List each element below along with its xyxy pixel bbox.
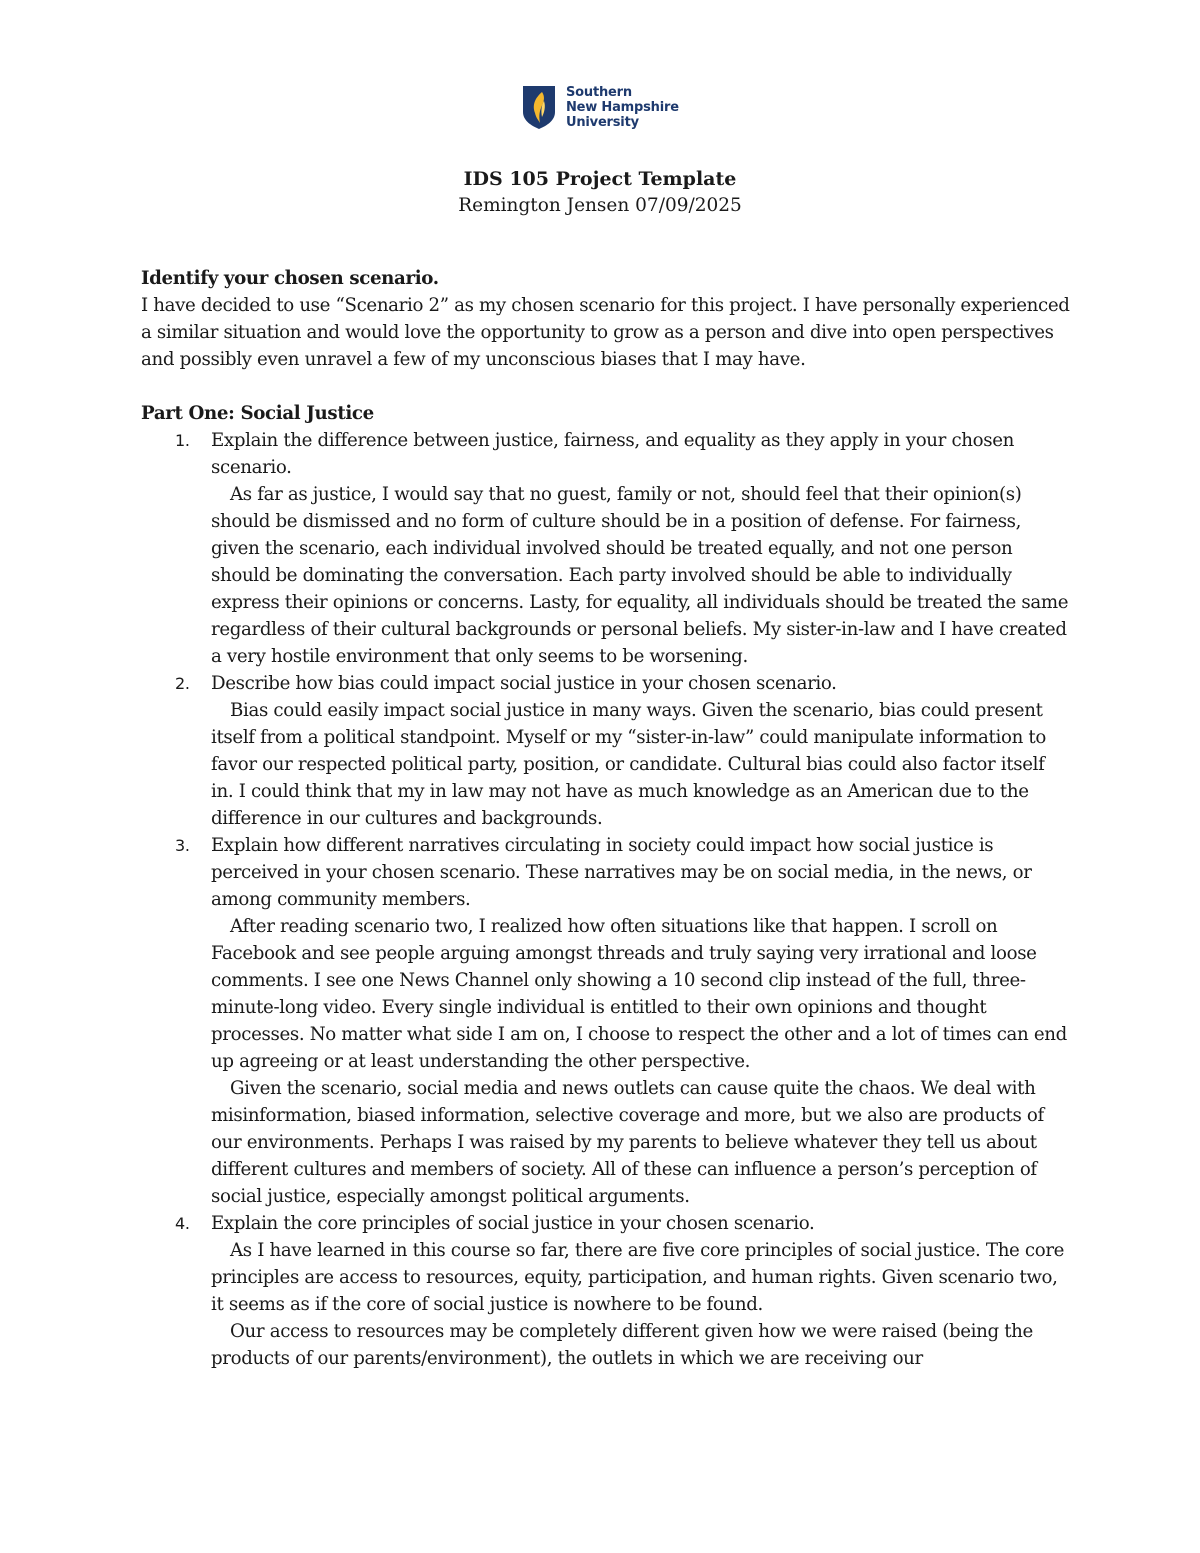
answer-paragraph: After reading scenario two, I realized how often situations like that happen. I scroll on Facebook and see people arguing amongst threads and truly saying very irrational and loose comments. I see one News Channel only showing a 10 second clip instead of the full, three-minute-long video. Every single individual is entitled to their own opinions and thought processes. No matter what side I am on, I choose to respect the other and a lot of times can end up agreeing or at least understanding the other perspective. [211,916,1067,1072]
part-one-heading: Part One: Social Justice [141,403,374,424]
scenario-paragraph: I have decided to use “Scenario 2” as my chosen scenario for this project. I have personally experienced a similar situation and would love the opportunity to grow as a person and dive into open perspectives and possibly even unravel a few of my unconscious biases that I may have. [141,295,1070,370]
answer-paragraph: As I have learned in this course so far, there are five core principles of social justice. The core principles are access to resources, equity, participation, and human rights. Given scenario two, it seems as if the core of social justice is nowhere to be found. [211,1240,1065,1315]
list-item-1 [141,427,1071,670]
list-number: 2. [175,674,190,693]
question-text: Explain the difference between justice, fairness, and equality as they apply in your chosen scenario. [211,430,1014,478]
logo-wordmark [566,85,679,130]
list-item-3 [141,832,1071,1210]
list-number: 3. [175,836,190,855]
answer-paragraph: As far as justice, I would say that no guest, family or not, should feel that their opinion(s) should be dismissed and no form of culture should be in a position of defense. For fairness, given the scenario, each individual involved should be treated equally, and not one person should be dominating the conversation. Each party involved should be able to individually express their opinions or concerns. Lasty, for equality, all individuals should be treated the same regardless of their cultural backgrounds or personal beliefs. My sister-in-law and I have created a very hostile environment that only seems to be worsening. [211,484,1069,667]
question-text: Explain the core principles of social justice in your chosen scenario. [211,1213,815,1234]
answer-paragraph: Bias could easily impact social justice in many ways. Given the scenario, bias could present itself from a political standpoint. Myself or my “sister-in-law” could manipulate information to favor our respected political party, position, or candidate. Cultural bias could also factor itself in. I could think that my in law may not have as much knowledge as an American due to the difference in our cultures and backgrounds. [211,700,1046,829]
university-logo [522,85,679,130]
answer-paragraph: Our access to resources may be completely different given how we were raised (being the products of our parents/environment), the outlets in which we are receiving our [211,1321,1033,1369]
list-number: 4. [175,1214,190,1233]
document-body [141,265,1071,1372]
answer-paragraph: Given the scenario, social media and news outlets can cause quite the chaos. We deal with misinformation, biased information, selective coverage and more, but we also are products of our environments. Perhaps I was raised by my parents to believe whatever they tell us about different cultures and members of society. All of these can influence a person’s perception of social justice, especially amongst political arguments. [211,1078,1044,1207]
question-text: Describe how bias could impact social justice in your chosen scenario. [211,673,837,694]
author-date-line: Remington Jensen 07/09/2025 [458,195,742,216]
list-item-4 [141,1210,1071,1372]
scenario-heading: Identify your chosen scenario. [141,268,439,289]
shield-flame-icon [522,85,556,130]
list-item-2 [141,670,1071,832]
logo-line-2: New Hampshire [566,100,679,115]
document-title: IDS 105 Project Template [463,168,737,190]
question-text: Explain how different narratives circulating in society could impact how social justice is perceived in your chosen scenario. These narratives may be on social media, in the news, or among community members. [211,835,1032,910]
logo-line-3: University [566,115,639,130]
spacer [141,373,1071,400]
logo-line-1: Southern [566,85,632,100]
list-number: 1. [175,431,190,450]
